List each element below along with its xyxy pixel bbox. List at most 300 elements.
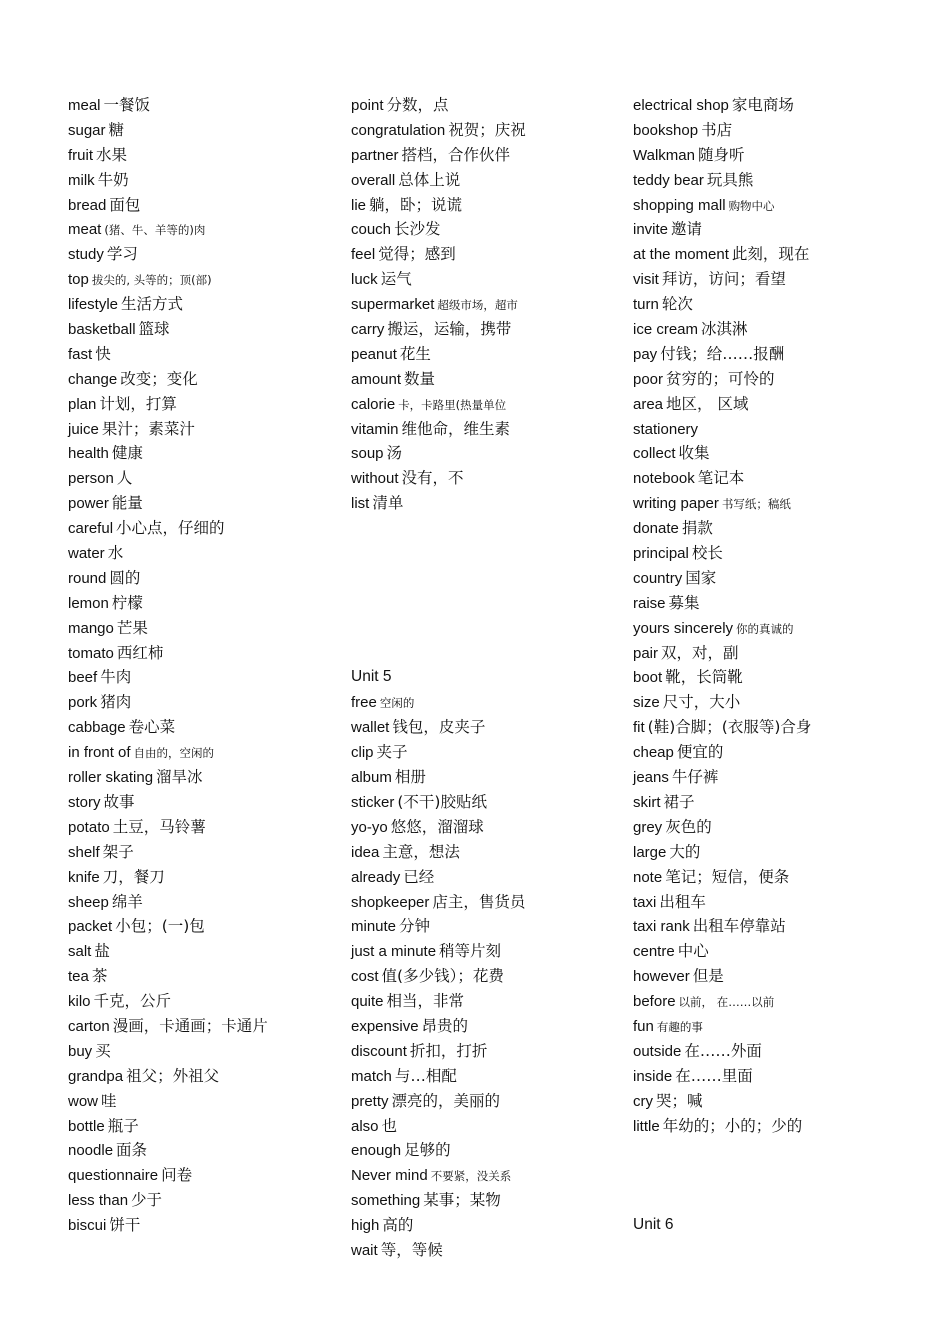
english-word: invite bbox=[633, 221, 669, 239]
chinese-meaning: 漂亮的，美丽的 bbox=[391, 1091, 501, 1110]
vocab-entry bbox=[633, 491, 933, 516]
chinese-meaning: 小心点，仔细的 bbox=[116, 519, 225, 538]
vocab-entry bbox=[351, 964, 631, 989]
chinese-meaning: 躺，卧；说谎 bbox=[369, 195, 463, 214]
chinese-meaning: 收集 bbox=[678, 444, 710, 463]
vocab-entry bbox=[633, 566, 933, 591]
vocab-entry bbox=[68, 392, 348, 417]
vocab-entry bbox=[633, 417, 933, 442]
vocab-column-1 bbox=[68, 93, 348, 1238]
english-word: cheap bbox=[633, 744, 674, 762]
vocab-entry bbox=[68, 1188, 348, 1213]
chinese-meaning: 绵羊 bbox=[111, 892, 143, 911]
chinese-meaning: 果汁；素菜汁 bbox=[101, 419, 195, 438]
english-word: questionnaire bbox=[68, 1167, 159, 1185]
chinese-meaning: 卷心菜 bbox=[128, 718, 176, 737]
english-word: yours sincerely bbox=[633, 619, 734, 637]
english-word: cabbage bbox=[68, 719, 126, 737]
vocab-entry bbox=[351, 840, 631, 865]
vocab-entry bbox=[68, 491, 348, 516]
english-word: kilo bbox=[68, 993, 91, 1011]
chinese-meaning: 学习 bbox=[106, 245, 138, 264]
chinese-meaning: 昂贵的 bbox=[421, 1016, 469, 1035]
vocab-entry bbox=[351, 1163, 631, 1188]
chinese-meaning: 相当，非常 bbox=[386, 992, 465, 1011]
english-word: knife bbox=[68, 868, 100, 886]
english-word: tea bbox=[68, 968, 89, 986]
vocab-entry bbox=[633, 641, 933, 666]
vocab-entry bbox=[68, 1114, 348, 1139]
chinese-meaning: 书店 bbox=[701, 120, 733, 139]
vocab-entry bbox=[68, 317, 348, 342]
spacer bbox=[633, 1138, 933, 1163]
vocab-entry bbox=[351, 217, 631, 242]
chinese-meaning: 但是 bbox=[692, 967, 724, 986]
chinese-meaning: 募集 bbox=[668, 593, 700, 612]
vocab-entry bbox=[351, 93, 631, 118]
chinese-meaning: 千克，公斤 bbox=[93, 992, 172, 1011]
vocab-entry bbox=[633, 367, 933, 392]
chinese-meaning: (不干)胶贴纸 bbox=[397, 792, 487, 811]
vocab-entry bbox=[68, 417, 348, 442]
vocab-entry bbox=[633, 217, 933, 242]
chinese-meaning: 觉得；感到 bbox=[378, 245, 456, 264]
vocab-entry bbox=[68, 964, 348, 989]
vocab-entry bbox=[351, 740, 631, 765]
english-word: however bbox=[633, 968, 690, 986]
spacer bbox=[633, 1163, 933, 1188]
english-word: note bbox=[633, 868, 663, 886]
chinese-meaning: 祖父；外祖父 bbox=[126, 1066, 220, 1085]
english-word: stationery bbox=[633, 420, 699, 438]
vocab-entry bbox=[633, 143, 933, 168]
chinese-meaning: 尺寸，大小 bbox=[662, 693, 741, 712]
english-word: bookshop bbox=[633, 121, 699, 139]
chinese-meaning: 运气 bbox=[380, 270, 412, 289]
english-word: tomato bbox=[68, 644, 114, 662]
chinese-meaning: 与…相配 bbox=[394, 1066, 457, 1085]
vocab-entry bbox=[351, 491, 631, 516]
english-word: grey bbox=[633, 818, 663, 836]
english-word: soup bbox=[351, 445, 384, 463]
chinese-meaning: 邀请 bbox=[671, 220, 703, 239]
chinese-meaning: 轮次 bbox=[661, 295, 693, 314]
spacer bbox=[351, 516, 631, 541]
vocab-entry bbox=[633, 1039, 933, 1064]
chinese-meaning: 买 bbox=[95, 1041, 111, 1060]
vocab-entry bbox=[68, 1213, 348, 1238]
vocab-entry bbox=[633, 441, 933, 466]
english-word: mango bbox=[68, 619, 114, 637]
vocab-entry bbox=[633, 715, 933, 740]
chinese-meaning: 书写纸；稿纸 bbox=[721, 497, 791, 512]
chinese-meaning: 随身听 bbox=[697, 145, 745, 164]
chinese-meaning: 悠悠，溜溜球 bbox=[390, 817, 484, 836]
chinese-meaning: 圆的 bbox=[109, 568, 141, 587]
english-word: discount bbox=[351, 1042, 407, 1060]
vocab-entry bbox=[633, 242, 933, 267]
vocab-entry bbox=[68, 840, 348, 865]
english-word: boot bbox=[633, 669, 663, 687]
chinese-meaning: 年幼的；小的；少的 bbox=[662, 1116, 803, 1135]
vocab-entry bbox=[351, 1064, 631, 1089]
english-word: salt bbox=[68, 943, 92, 961]
chinese-meaning: 在……外面 bbox=[684, 1041, 762, 1060]
english-word: in front of bbox=[68, 744, 131, 762]
english-word: meal bbox=[68, 97, 101, 114]
english-word: without bbox=[351, 470, 399, 488]
english-word: clip bbox=[351, 744, 374, 762]
english-word: just a minute bbox=[351, 943, 437, 961]
english-word: jeans bbox=[633, 769, 669, 787]
chinese-meaning: 没有，不 bbox=[401, 469, 464, 488]
chinese-meaning: 捐款 bbox=[681, 519, 713, 538]
chinese-meaning: 裙子 bbox=[663, 792, 695, 811]
chinese-meaning: 以前， 在……以前 bbox=[678, 995, 775, 1010]
english-word: wow bbox=[68, 1092, 99, 1110]
vocab-entry bbox=[351, 392, 631, 417]
chinese-meaning: 贫穷的；可怜的 bbox=[666, 369, 775, 388]
chinese-meaning: 分数，点 bbox=[386, 96, 449, 114]
vocab-entry bbox=[633, 93, 933, 118]
spacer bbox=[351, 641, 631, 666]
english-word: pay bbox=[633, 345, 658, 363]
chinese-meaning: 猪肉 bbox=[100, 693, 132, 712]
vocab-entry bbox=[68, 1064, 348, 1089]
english-word: shopkeeper bbox=[351, 893, 430, 911]
chinese-meaning: 靴，长筒靴 bbox=[665, 668, 743, 687]
english-word: area bbox=[633, 395, 664, 413]
chinese-meaning: 能量 bbox=[111, 494, 143, 513]
vocab-entry bbox=[351, 765, 631, 790]
chinese-meaning: 某事；某物 bbox=[423, 1191, 501, 1210]
chinese-meaning: 足够的 bbox=[404, 1141, 451, 1160]
spacer bbox=[351, 566, 631, 591]
vocab-entry bbox=[351, 292, 631, 317]
chinese-meaning: 主意，想法 bbox=[382, 842, 460, 861]
vocab-entry bbox=[68, 1039, 348, 1064]
chinese-meaning: 超级市场，超市 bbox=[437, 298, 518, 313]
spacer bbox=[633, 1188, 933, 1213]
vocab-entry bbox=[633, 267, 933, 292]
english-word: also bbox=[351, 1117, 379, 1135]
english-word: carton bbox=[68, 1017, 110, 1035]
english-word: juice bbox=[68, 420, 99, 438]
english-word: quite bbox=[351, 993, 384, 1011]
chinese-meaning: 哇 bbox=[101, 1091, 117, 1110]
chinese-meaning: 笔记本 bbox=[697, 469, 745, 488]
chinese-meaning: 不要紧，没关系 bbox=[430, 1169, 512, 1184]
vocab-entry bbox=[68, 715, 348, 740]
chinese-meaning: 灰色的 bbox=[665, 817, 712, 836]
english-word: buy bbox=[68, 1042, 93, 1060]
chinese-meaning: 购物中心 bbox=[728, 198, 775, 213]
chinese-meaning: 拜访，访问；看望 bbox=[661, 270, 786, 289]
vocab-entry bbox=[351, 690, 631, 715]
vocab-entry bbox=[351, 168, 631, 193]
chinese-meaning: 双，对，副 bbox=[661, 643, 739, 662]
vocab-entry bbox=[68, 466, 348, 491]
english-word: ice cream bbox=[633, 321, 699, 339]
english-word: principal bbox=[633, 545, 689, 563]
english-word: peanut bbox=[351, 345, 397, 363]
english-word: bread bbox=[68, 196, 107, 214]
english-word: list bbox=[351, 495, 370, 513]
english-word: little bbox=[633, 1117, 660, 1135]
english-word: plan bbox=[68, 395, 97, 413]
english-word: skirt bbox=[633, 793, 661, 811]
chinese-meaning: 维他命，维生素 bbox=[401, 419, 511, 438]
vocab-entry bbox=[68, 790, 348, 815]
chinese-meaning: 长沙发 bbox=[394, 220, 441, 239]
english-word: grandpa bbox=[68, 1067, 124, 1085]
vocab-entry bbox=[68, 516, 348, 541]
chinese-meaning: 水 bbox=[107, 544, 124, 563]
vocab-entry bbox=[68, 865, 348, 890]
english-word: raise bbox=[633, 594, 666, 612]
vocab-entry bbox=[351, 815, 631, 840]
vocab-entry bbox=[68, 890, 348, 915]
english-word: pair bbox=[633, 644, 659, 662]
english-word: teddy bear bbox=[633, 171, 704, 189]
vocab-entry bbox=[351, 914, 631, 939]
chinese-meaning: 盐 bbox=[94, 942, 110, 961]
english-word: bottle bbox=[68, 1117, 105, 1135]
vocab-entry bbox=[633, 1089, 933, 1114]
vocab-entry bbox=[68, 1014, 348, 1039]
vocab-entry bbox=[68, 914, 348, 939]
vocab-entry bbox=[633, 466, 933, 491]
chinese-meaning: 面包 bbox=[109, 195, 141, 214]
vocab-entry bbox=[68, 217, 348, 242]
chinese-meaning: 夹子 bbox=[376, 743, 408, 762]
chinese-meaning: 折扣，打折 bbox=[409, 1041, 488, 1060]
vocab-entry bbox=[68, 367, 348, 392]
english-word: person bbox=[68, 470, 114, 488]
chinese-meaning: 架子 bbox=[102, 842, 134, 861]
chinese-meaning: 笔记；短信，便条 bbox=[665, 867, 790, 886]
vocab-column-2 bbox=[351, 93, 631, 1263]
english-word: water bbox=[68, 545, 105, 563]
vocab-entry bbox=[68, 765, 348, 790]
vocab-entry bbox=[633, 616, 933, 641]
vocab-entry bbox=[68, 193, 348, 218]
chinese-meaning: 故事 bbox=[103, 792, 135, 811]
chinese-meaning: 面条 bbox=[116, 1141, 148, 1160]
chinese-meaning: 祝贺；庆祝 bbox=[448, 120, 526, 139]
english-word: pork bbox=[68, 694, 98, 712]
vocab-entry bbox=[633, 1114, 933, 1139]
vocab-entry bbox=[68, 441, 348, 466]
english-word: luck bbox=[351, 271, 378, 289]
vocab-entry bbox=[351, 1238, 631, 1263]
english-word: centre bbox=[633, 943, 675, 961]
chinese-meaning: 快 bbox=[95, 344, 111, 363]
english-word: point bbox=[351, 97, 384, 114]
english-word: electrical shop bbox=[633, 97, 729, 114]
english-word: at the moment bbox=[633, 246, 729, 264]
chinese-meaning: 自由的，空闲的 bbox=[133, 746, 215, 761]
vocab-entry bbox=[68, 1138, 348, 1163]
english-word: couch bbox=[351, 221, 392, 239]
chinese-meaning: 钱包，皮夹子 bbox=[392, 718, 486, 737]
vocab-entry bbox=[633, 665, 933, 690]
vocab-entry bbox=[351, 367, 631, 392]
vocab-entry bbox=[68, 118, 348, 143]
vocab-entry bbox=[351, 1089, 631, 1114]
english-word: story bbox=[68, 793, 101, 811]
chinese-meaning: 芒果 bbox=[116, 618, 148, 637]
vocab-entry bbox=[68, 267, 348, 292]
english-word: sugar bbox=[68, 121, 106, 139]
vocab-entry bbox=[68, 143, 348, 168]
chinese-meaning: 空闲的 bbox=[379, 696, 415, 711]
chinese-meaning: 高的 bbox=[382, 1216, 414, 1235]
chinese-meaning: 牛肉 bbox=[100, 668, 132, 687]
chinese-meaning: 改变；变化 bbox=[120, 369, 198, 388]
english-word: potato bbox=[68, 818, 110, 836]
english-word: amount bbox=[351, 370, 402, 388]
chinese-meaning: 总体上说 bbox=[398, 170, 461, 189]
chinese-meaning: 你的真诚的 bbox=[736, 621, 794, 636]
english-word: round bbox=[68, 569, 107, 587]
unit-6-heading: Unit 6 bbox=[633, 1216, 674, 1234]
vocab-entry bbox=[351, 466, 631, 491]
english-word: partner bbox=[351, 146, 399, 164]
vocab-entry bbox=[633, 765, 933, 790]
vocab-entry bbox=[633, 591, 933, 616]
chinese-meaning: 在……里面 bbox=[675, 1066, 753, 1085]
english-word: packet bbox=[68, 918, 113, 936]
chinese-meaning: 篮球 bbox=[138, 320, 170, 339]
chinese-meaning: 有趣的事 bbox=[656, 1019, 703, 1034]
english-word: supermarket bbox=[351, 296, 435, 314]
english-word: Never mind bbox=[351, 1167, 428, 1185]
vocab-entry bbox=[633, 964, 933, 989]
vocab-entry bbox=[351, 1014, 631, 1039]
vocab-entry bbox=[351, 890, 631, 915]
english-word: sticker bbox=[351, 793, 395, 811]
vocab-entry bbox=[633, 939, 933, 964]
english-word: congratulation bbox=[351, 121, 446, 139]
english-word: match bbox=[351, 1067, 392, 1085]
vocab-entry bbox=[68, 939, 348, 964]
chinese-meaning: 搭档，合作伙伴 bbox=[401, 145, 511, 164]
chinese-meaning: 牛仔裤 bbox=[671, 768, 719, 787]
vocab-entry bbox=[68, 740, 348, 765]
chinese-meaning: 花生 bbox=[399, 344, 431, 363]
chinese-meaning: 稍等片刻 bbox=[439, 942, 502, 961]
chinese-meaning: 出租车停靠站 bbox=[692, 917, 786, 936]
chinese-meaning: 计划，打算 bbox=[99, 394, 177, 413]
chinese-meaning: 玩具熊 bbox=[706, 170, 754, 189]
spacer bbox=[351, 541, 631, 566]
english-word: poor bbox=[633, 370, 664, 388]
english-word: fast bbox=[68, 345, 93, 363]
vocab-entry bbox=[351, 242, 631, 267]
english-word: collect bbox=[633, 445, 676, 463]
vocab-entry bbox=[633, 815, 933, 840]
chinese-meaning: 饼干 bbox=[109, 1216, 141, 1235]
vocab-entry bbox=[633, 989, 933, 1014]
vocab-entry bbox=[351, 317, 631, 342]
english-word: album bbox=[351, 769, 392, 787]
vocab-entry bbox=[351, 441, 631, 466]
english-word: overall bbox=[351, 171, 396, 189]
english-word: size bbox=[633, 694, 660, 712]
chinese-meaning: 柠檬 bbox=[111, 593, 143, 612]
english-word: fun bbox=[633, 1017, 654, 1035]
chinese-meaning: 溜旱冰 bbox=[156, 768, 203, 787]
unit-5-heading: Unit 5 bbox=[351, 668, 392, 686]
vocab-entry bbox=[633, 740, 933, 765]
vocab-entry bbox=[68, 690, 348, 715]
vocab-entry bbox=[633, 914, 933, 939]
english-word: lifestyle bbox=[68, 296, 119, 314]
english-word: idea bbox=[351, 843, 380, 861]
vocab-entry bbox=[68, 1089, 348, 1114]
english-word: taxi bbox=[633, 893, 657, 911]
chinese-meaning: 汤 bbox=[386, 444, 403, 463]
chinese-meaning: 中心 bbox=[677, 942, 709, 961]
english-word: cry bbox=[633, 1092, 653, 1110]
english-word: donate bbox=[633, 520, 679, 538]
vocab-entry bbox=[633, 168, 933, 193]
english-word: beef bbox=[68, 669, 98, 687]
english-word: lie bbox=[351, 196, 367, 214]
chinese-meaning: 付钱；给……报酬 bbox=[660, 344, 785, 363]
vocab-entry bbox=[351, 1138, 631, 1163]
chinese-meaning: 糖 bbox=[108, 120, 125, 139]
english-word: study bbox=[68, 246, 104, 264]
english-word: visit bbox=[633, 271, 659, 289]
vocab-entry bbox=[633, 1014, 933, 1039]
english-word: change bbox=[68, 370, 118, 388]
english-word: top bbox=[68, 271, 89, 289]
vocab-entry bbox=[68, 1163, 348, 1188]
vocab-entry bbox=[633, 790, 933, 815]
chinese-meaning: 漫画，卡通画；卡通片 bbox=[112, 1016, 268, 1035]
vocab-entry bbox=[68, 616, 348, 641]
english-word: notebook bbox=[633, 470, 695, 488]
chinese-meaning: 健康 bbox=[111, 444, 143, 463]
chinese-meaning: 清单 bbox=[372, 494, 404, 513]
english-word: roller skating bbox=[68, 769, 154, 787]
vocab-entry bbox=[351, 715, 631, 740]
english-word: large bbox=[633, 843, 667, 861]
english-word: Walkman bbox=[633, 146, 695, 164]
english-word: wait bbox=[351, 1241, 378, 1259]
chinese-meaning: 生活方式 bbox=[121, 295, 184, 314]
vocab-entry bbox=[633, 890, 933, 915]
chinese-meaning: 出租车 bbox=[659, 892, 706, 911]
chinese-meaning: 瓶子 bbox=[107, 1116, 139, 1135]
vocab-entry bbox=[68, 591, 348, 616]
chinese-meaning: 值(多少钱）；花费 bbox=[381, 967, 504, 986]
chinese-meaning: 冰淇淋 bbox=[701, 320, 748, 339]
chinese-meaning: 已经 bbox=[403, 867, 435, 886]
vocab-entry bbox=[633, 840, 933, 865]
english-word: sheep bbox=[68, 893, 109, 911]
vocab-entry bbox=[633, 392, 933, 417]
chinese-meaning: 拔尖的, 头等的；顶(部) bbox=[91, 273, 212, 288]
english-word: shelf bbox=[68, 843, 100, 861]
vocab-entry bbox=[351, 267, 631, 292]
chinese-meaning: 土豆，马铃薯 bbox=[112, 817, 206, 836]
vocab-entry bbox=[633, 292, 933, 317]
english-word: careful bbox=[68, 520, 114, 538]
chinese-meaning: (猪、牛、羊等的)肉 bbox=[104, 223, 206, 238]
